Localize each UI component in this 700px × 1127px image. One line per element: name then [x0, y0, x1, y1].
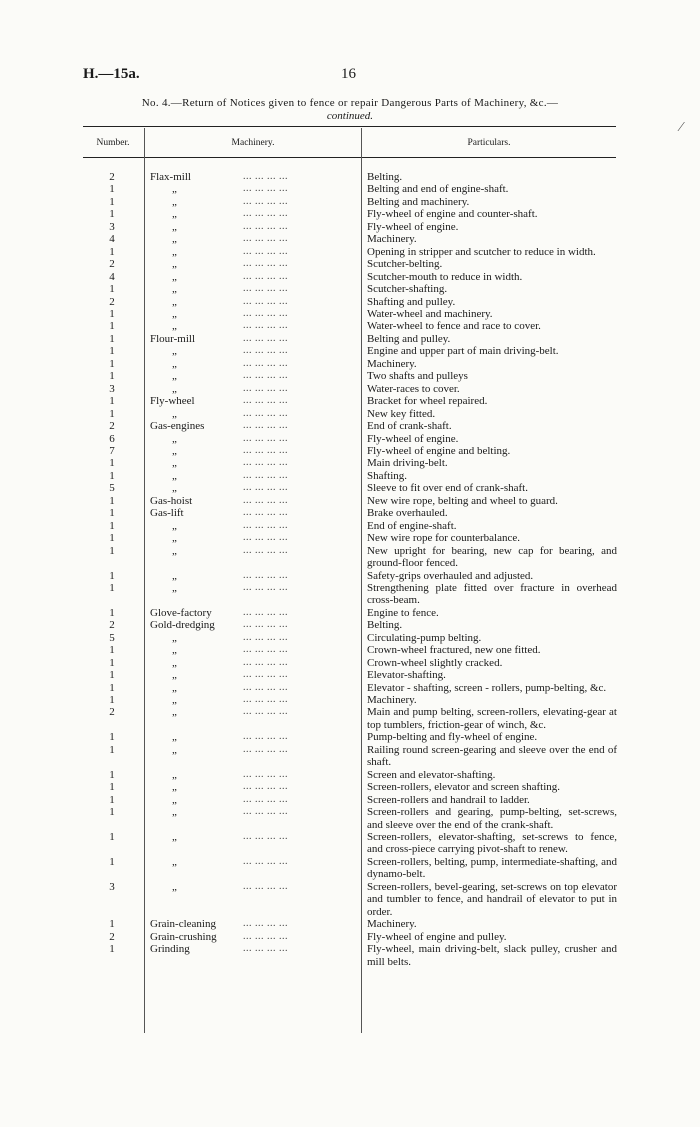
- leader-dots: ... ... ... ...: [243, 233, 288, 245]
- row-machinery: „: [172, 183, 177, 196]
- row-number: 3: [109, 220, 115, 233]
- table-row: [0, 794, 700, 806]
- table-row: [0, 420, 700, 432]
- row-machinery: „: [172, 245, 177, 258]
- row-machinery: „: [172, 307, 177, 320]
- row-number: 1: [109, 395, 115, 408]
- row-machinery: „: [172, 444, 177, 457]
- row-particulars: End of engine-shaft.: [367, 519, 457, 532]
- row-machinery: Fly-wheel: [150, 395, 195, 408]
- table-row: [0, 320, 700, 332]
- row-number: 1: [109, 457, 115, 470]
- leader-dots: ... ... ... ...: [243, 357, 288, 369]
- leader-dots: ... ... ... ...: [243, 270, 288, 282]
- leader-dots: ... ... ... ...: [243, 569, 288, 581]
- row-number: 4: [109, 270, 115, 283]
- leader-dots: ... ... ... ...: [243, 395, 288, 407]
- leader-dots: ... ... ... ...: [243, 681, 288, 693]
- row-machinery: „: [172, 880, 177, 893]
- table-row: [0, 532, 700, 544]
- table-row: [0, 183, 700, 195]
- leader-dots: ... ... ... ...: [243, 407, 288, 419]
- leader-dots: ... ... ... ...: [243, 544, 288, 556]
- row-particulars: Screen-rollers, elevator and screen shafting.: [367, 781, 561, 794]
- row-machinery: „: [172, 644, 177, 657]
- leader-dots: ... ... ... ...: [243, 793, 288, 805]
- row-particulars: Circulating-pump belting.: [367, 631, 482, 644]
- row-number: 1: [109, 544, 115, 557]
- row-machinery: Gold-dredging: [150, 619, 215, 632]
- row-machinery: Grain-cleaning: [150, 918, 216, 931]
- table-row: [0, 582, 700, 607]
- table-row: [0, 744, 700, 769]
- row-machinery: „: [172, 457, 177, 470]
- table-row: [0, 682, 700, 694]
- row-particulars: Fly-wheel of engine and belting.: [367, 444, 511, 457]
- row-particulars: Fly-wheel of engine and pulley.: [367, 930, 507, 943]
- table-row: [0, 769, 700, 781]
- row-particulars: Belting and machinery.: [367, 195, 470, 208]
- leader-dots: ... ... ... ...: [243, 295, 288, 307]
- caption-continued: continued.: [326, 110, 374, 122]
- leader-dots: ... ... ... ...: [243, 519, 288, 531]
- table-row: [0, 644, 700, 656]
- row-number: 1: [109, 357, 115, 370]
- row-machinery: „: [172, 208, 177, 221]
- row-machinery: Grinding: [150, 943, 190, 956]
- row-particulars: Fly-wheel, main driving-belt, slack pulley, crusher and mill belts.: [367, 943, 617, 968]
- leader-dots: ... ... ... ...: [243, 183, 288, 195]
- row-number: 1: [109, 507, 115, 520]
- leader-dots: ... ... ... ...: [243, 420, 288, 432]
- row-particulars: Opening in stripper and scutcher to reduce in width.: [367, 245, 596, 258]
- table-row: [0, 831, 700, 856]
- leader-dots: ... ... ... ...: [243, 307, 288, 319]
- row-machinery: „: [172, 781, 177, 794]
- row-number: 1: [109, 943, 115, 956]
- row-particulars: Main driving-belt.: [367, 457, 448, 470]
- row-machinery: Flax-mill: [150, 171, 191, 183]
- leader-dots: ... ... ... ...: [243, 482, 288, 494]
- row-machinery: „: [172, 469, 177, 482]
- leader-dots: ... ... ... ...: [243, 930, 288, 942]
- leader-dots: ... ... ... ...: [243, 644, 288, 656]
- row-number: 2: [109, 930, 115, 943]
- column-header-particulars: Particulars.: [467, 138, 511, 148]
- caption-title: No. 4.—Return of Notices given to fence or repair Dangerous Parts of Machinery, &c.—: [141, 97, 559, 109]
- table-row: [0, 781, 700, 793]
- row-particulars: Crown-wheel slightly cracked.: [367, 656, 503, 669]
- column-header-number: Number.: [96, 138, 130, 148]
- row-machinery: „: [172, 345, 177, 358]
- table-row: [0, 433, 700, 445]
- row-number: 6: [109, 432, 115, 445]
- row-machinery: „: [172, 382, 177, 395]
- row-machinery: „: [172, 195, 177, 208]
- margin-mark: ⁄: [680, 120, 683, 135]
- row-number: 1: [109, 345, 115, 358]
- row-machinery: „: [172, 370, 177, 383]
- leader-dots: ... ... ... ...: [243, 457, 288, 469]
- row-particulars: Screen and elevator-shafting.: [367, 768, 496, 781]
- column-header-machinery: Machinery.: [231, 138, 275, 148]
- row-number: 1: [109, 681, 115, 694]
- row-machinery: Gas-hoist: [150, 494, 193, 507]
- row-machinery: „: [172, 569, 177, 582]
- leader-dots: ... ... ... ...: [243, 532, 288, 544]
- row-machinery: „: [172, 270, 177, 283]
- row-number: 1: [109, 644, 115, 657]
- row-particulars: Screen-rollers, belting, pump, intermediate-shafting, and dynamo-belt.: [367, 855, 617, 881]
- row-particulars: Shafting and pulley.: [367, 295, 456, 308]
- row-machinery: „: [172, 295, 177, 308]
- row-machinery: „: [172, 320, 177, 333]
- row-number: 1: [109, 831, 115, 844]
- leader-dots: ... ... ... ...: [243, 382, 288, 394]
- row-machinery: „: [172, 482, 177, 495]
- row-particulars: Belting.: [367, 619, 403, 632]
- table-row: [0, 520, 700, 532]
- row-number: 1: [109, 768, 115, 781]
- table-row: [0, 931, 700, 943]
- leader-dots: ... ... ... ...: [243, 444, 288, 456]
- table-row: [0, 283, 700, 295]
- table-row: [0, 196, 700, 208]
- row-number: 7: [109, 444, 115, 457]
- row-particulars: End of crank-shaft.: [367, 420, 452, 433]
- table-row: [0, 706, 700, 731]
- row-particulars: Pump-belting and fly-wheel of engine.: [367, 731, 538, 744]
- leader-dots: ... ... ... ...: [243, 370, 288, 382]
- row-particulars: Screen-rollers, elevator-shafting, set-screws to fence, and cross-piece carrying pivot-shaft to renew.: [367, 831, 617, 856]
- row-machinery: „: [172, 407, 177, 420]
- row-particulars: Engine to fence.: [367, 606, 439, 619]
- leader-dots: ... ... ... ...: [243, 345, 288, 357]
- row-number: 1: [109, 283, 115, 296]
- leader-dots: ... ... ... ...: [243, 606, 288, 618]
- leader-dots: ... ... ... ...: [243, 743, 288, 755]
- row-number: 2: [109, 619, 115, 632]
- table-row: [0, 694, 700, 706]
- row-number: 1: [109, 494, 115, 507]
- row-particulars: Fly-wheel of engine and counter-shaft.: [367, 208, 538, 221]
- table-row: [0, 296, 700, 308]
- document-reference: H.—15a.: [83, 66, 140, 82]
- row-machinery: „: [172, 831, 177, 844]
- row-machinery: „: [172, 258, 177, 271]
- row-number: 3: [109, 880, 115, 893]
- row-particulars: Screen-rollers, bevel-gearing, set-screws on top elevator and tumbler to fence, and handrail of elevator to put in order.: [367, 880, 617, 918]
- row-number: 2: [109, 295, 115, 308]
- table-row: [0, 619, 700, 631]
- row-number: 1: [109, 407, 115, 420]
- row-machinery: „: [172, 681, 177, 694]
- row-particulars: Two shafts and pulleys: [367, 370, 468, 383]
- row-particulars: Scutcher-belting.: [367, 258, 443, 271]
- row-machinery: Gas-lift: [150, 507, 184, 520]
- row-machinery: „: [172, 793, 177, 806]
- table-row: [0, 408, 700, 420]
- row-number: 1: [109, 918, 115, 931]
- table-row: [0, 881, 700, 918]
- table-row: [0, 258, 700, 270]
- table-row: [0, 383, 700, 395]
- row-machinery: „: [172, 669, 177, 682]
- row-number: 1: [109, 332, 115, 345]
- row-particulars: Scutcher-shafting.: [367, 283, 448, 296]
- table-row: [0, 607, 700, 619]
- row-particulars: Shafting.: [367, 469, 408, 482]
- row-number: 1: [109, 793, 115, 806]
- row-number: 1: [109, 320, 115, 333]
- leader-dots: ... ... ... ...: [243, 855, 288, 867]
- table-row: [0, 482, 700, 494]
- row-particulars: Belting.: [367, 171, 403, 183]
- leader-dots: ... ... ... ...: [243, 694, 288, 706]
- row-machinery: „: [172, 357, 177, 370]
- row-particulars: Scutcher-mouth to reduce in width.: [367, 270, 523, 283]
- leader-dots: ... ... ... ...: [243, 283, 288, 295]
- row-machinery: Glove-factory: [150, 606, 212, 619]
- row-machinery: Flour-mill: [150, 332, 196, 345]
- table-row: [0, 657, 700, 669]
- leader-dots: ... ... ... ...: [243, 943, 288, 955]
- row-number: 5: [109, 631, 115, 644]
- row-particulars: Sleeve to fit over end of crank-shaft.: [367, 482, 528, 495]
- row-particulars: Engine and upper part of main driving-belt.: [367, 345, 559, 358]
- row-number: 1: [109, 519, 115, 532]
- table-row: [0, 570, 700, 582]
- row-particulars: Elevator-shafting.: [367, 669, 446, 682]
- row-number: 1: [109, 183, 115, 196]
- row-number: 2: [109, 706, 115, 719]
- notices-table-body: [0, 171, 700, 968]
- row-particulars: Safety-grips overhauled and adjusted.: [367, 569, 534, 582]
- leader-dots: ... ... ... ...: [243, 880, 288, 892]
- row-machinery: „: [172, 806, 177, 819]
- row-machinery: „: [172, 656, 177, 669]
- row-particulars: New key fitted.: [367, 407, 436, 420]
- row-particulars: Machinery.: [367, 918, 417, 931]
- leader-dots: ... ... ... ...: [243, 581, 288, 593]
- row-number: 1: [109, 669, 115, 682]
- row-number: 1: [109, 606, 115, 619]
- leader-dots: ... ... ... ...: [243, 494, 288, 506]
- table-row: [0, 271, 700, 283]
- row-machinery: „: [172, 706, 177, 719]
- row-number: 5: [109, 482, 115, 495]
- leader-dots: ... ... ... ...: [243, 245, 288, 257]
- row-particulars: Machinery.: [367, 357, 417, 370]
- table-row: [0, 918, 700, 930]
- row-particulars: Belting and pulley.: [367, 332, 451, 345]
- row-particulars: New wire rope for counterbalance.: [367, 532, 521, 545]
- row-machinery: Grain-crushing: [150, 930, 217, 943]
- row-number: 1: [109, 195, 115, 208]
- table-top-rule: [83, 126, 616, 127]
- row-number: 1: [109, 208, 115, 221]
- leader-dots: ... ... ... ...: [243, 171, 288, 182]
- table-row: [0, 208, 700, 220]
- leader-dots: ... ... ... ...: [243, 631, 288, 643]
- leader-dots: ... ... ... ...: [243, 432, 288, 444]
- leader-dots: ... ... ... ...: [243, 918, 288, 930]
- leader-dots: ... ... ... ...: [243, 469, 288, 481]
- row-particulars: Water-races to cover.: [367, 382, 460, 395]
- table-row: [0, 943, 700, 968]
- row-particulars: Machinery.: [367, 694, 417, 707]
- table-row: [0, 495, 700, 507]
- row-particulars: Machinery.: [367, 233, 417, 246]
- row-machinery: „: [172, 519, 177, 532]
- page-number: 16: [341, 66, 356, 82]
- row-particulars: Screen-rollers and handrail to ladder.: [367, 793, 530, 806]
- leader-dots: ... ... ... ...: [243, 806, 288, 818]
- leader-dots: ... ... ... ...: [243, 208, 288, 220]
- row-machinery: Gas-engines: [150, 420, 205, 433]
- table-row: [0, 457, 700, 469]
- leader-dots: ... ... ... ...: [243, 706, 288, 718]
- row-machinery: „: [172, 220, 177, 233]
- leader-dots: ... ... ... ...: [243, 781, 288, 793]
- leader-dots: ... ... ... ...: [243, 220, 288, 232]
- table-row: [0, 308, 700, 320]
- row-machinery: „: [172, 283, 177, 296]
- leader-dots: ... ... ... ...: [243, 258, 288, 270]
- row-particulars: Belting and end of engine-shaft.: [367, 183, 509, 196]
- row-number: 2: [109, 171, 115, 183]
- row-machinery: „: [172, 743, 177, 756]
- leader-dots: ... ... ... ...: [243, 507, 288, 519]
- row-machinery: „: [172, 581, 177, 594]
- table-row: [0, 632, 700, 644]
- row-number: 1: [109, 731, 115, 744]
- table-row: [0, 806, 700, 831]
- table-row: [0, 370, 700, 382]
- leader-dots: ... ... ... ...: [243, 731, 288, 743]
- leader-dots: ... ... ... ...: [243, 332, 288, 344]
- table-row: [0, 856, 700, 881]
- row-particulars: Bracket for wheel repaired.: [367, 395, 488, 408]
- row-machinery: „: [172, 694, 177, 707]
- row-particulars: Main and pump belting, screen-rollers, elevating-gear at top tumblers, friction-gear of winch, &c.: [367, 706, 617, 731]
- row-number: 1: [109, 581, 115, 594]
- row-machinery: „: [172, 544, 177, 557]
- leader-dots: ... ... ... ...: [243, 195, 288, 207]
- table-row: [0, 171, 700, 183]
- row-particulars: Railing round screen-gearing and sleeve over the end of shaft.: [367, 743, 617, 769]
- row-machinery: „: [172, 233, 177, 246]
- header-bottom-rule: [83, 157, 616, 158]
- table-row: [0, 246, 700, 258]
- table-row: [0, 358, 700, 370]
- row-number: 1: [109, 855, 115, 868]
- table-row: [0, 470, 700, 482]
- row-number: 1: [109, 743, 115, 756]
- row-particulars: Strengthening plate fitted over fracture in overhead cross-beam.: [367, 581, 617, 607]
- leader-dots: ... ... ... ...: [243, 656, 288, 668]
- row-particulars: Water-wheel to fence and race to cover.: [367, 320, 541, 333]
- leader-dots: ... ... ... ...: [243, 619, 288, 631]
- table-row: [0, 395, 700, 407]
- leader-dots: ... ... ... ...: [243, 831, 288, 843]
- row-number: 1: [109, 569, 115, 582]
- row-number: 1: [109, 781, 115, 794]
- leader-dots: ... ... ... ...: [243, 320, 288, 332]
- row-number: 2: [109, 258, 115, 271]
- row-machinery: „: [172, 731, 177, 744]
- row-machinery: „: [172, 631, 177, 644]
- table-row: [0, 669, 700, 681]
- row-number: 1: [109, 806, 115, 819]
- leader-dots: ... ... ... ...: [243, 768, 288, 780]
- table-row: [0, 507, 700, 519]
- table-row: [0, 445, 700, 457]
- table-row: [0, 233, 700, 245]
- row-number: 1: [109, 307, 115, 320]
- row-particulars: Crown-wheel fractured, new one fitted.: [367, 644, 541, 657]
- row-machinery: „: [172, 532, 177, 545]
- row-number: 4: [109, 233, 115, 246]
- row-machinery: „: [172, 432, 177, 445]
- row-machinery: „: [172, 768, 177, 781]
- row-particulars: Fly-wheel of engine.: [367, 432, 459, 445]
- row-particulars: Brake overhauled.: [367, 507, 448, 520]
- row-number: 1: [109, 469, 115, 482]
- row-number: 1: [109, 694, 115, 707]
- leader-dots: ... ... ... ...: [243, 669, 288, 681]
- row-number: 1: [109, 656, 115, 669]
- row-particulars: New upright for bearing, new cap for bearing, and ground-floor fenced.: [367, 544, 617, 570]
- table-row: [0, 545, 700, 570]
- row-particulars: Water-wheel and machinery.: [367, 307, 493, 320]
- table-row: [0, 731, 700, 743]
- row-number: 2: [109, 420, 115, 433]
- row-particulars: Screen-rollers and gearing, pump-belting, set-screws, and sleeve over the end of the crank-shaft.: [367, 806, 617, 831]
- table-row: [0, 333, 700, 345]
- row-particulars: New wire rope, belting and wheel to guard.: [367, 494, 558, 507]
- row-number: 1: [109, 245, 115, 258]
- table-row: [0, 345, 700, 357]
- row-particulars: Fly-wheel of engine.: [367, 220, 459, 233]
- row-number: 3: [109, 382, 115, 395]
- row-particulars: Elevator - shafting, screen - rollers, pump-belting, &c.: [367, 681, 607, 694]
- table-caption: [60, 97, 640, 123]
- row-number: 1: [109, 370, 115, 383]
- row-machinery: „: [172, 855, 177, 868]
- table-row: [0, 221, 700, 233]
- row-number: 1: [109, 532, 115, 545]
